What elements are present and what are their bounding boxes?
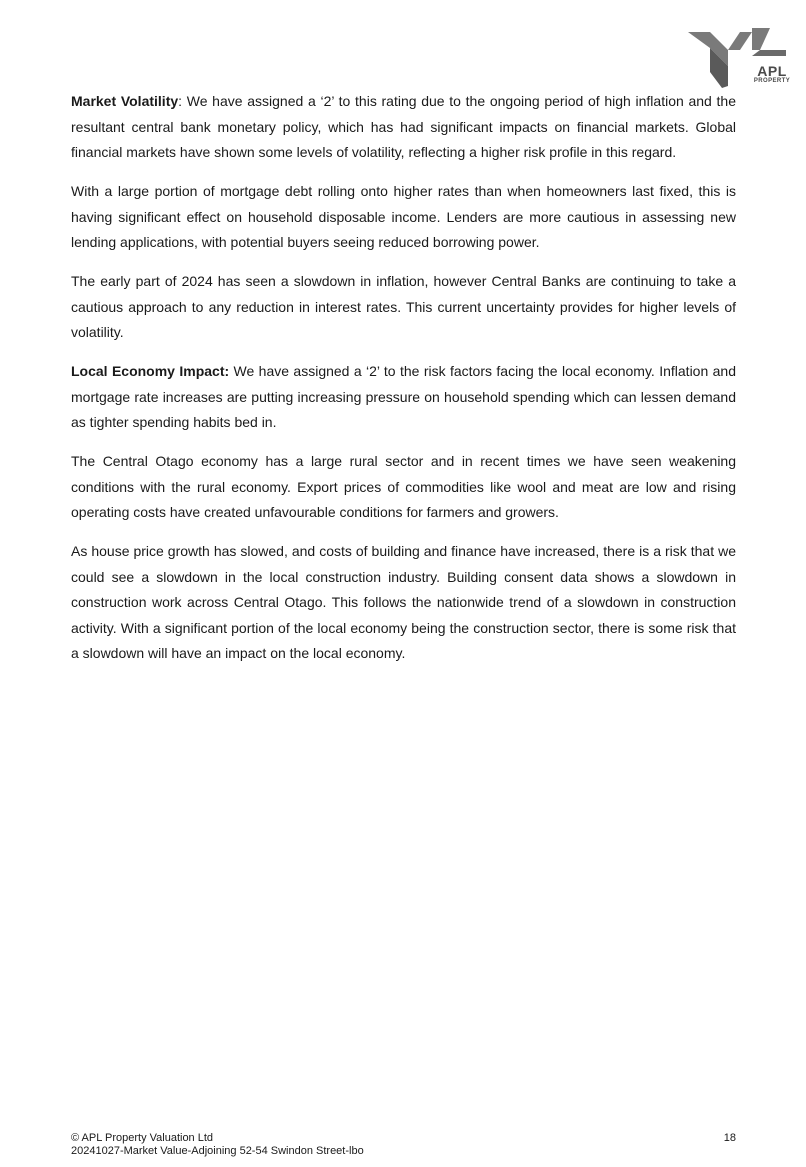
- paragraph-inflation-slowdown: [71, 269, 736, 346]
- paragraph-text: The Central Otago economy has a large rural sector and in recent times we have seen weakening conditions with the rural economy. Export prices of commodities like wool and meat are low and rising operating costs have created unfavourable conditions for farmers and growers.: [71, 453, 736, 520]
- document-body: [71, 89, 736, 680]
- paragraph-local-economy: [71, 359, 736, 436]
- paragraph-mortgage-debt: [71, 179, 736, 256]
- paragraph-market-volatility: [71, 89, 736, 166]
- paragraph-rural-sector: [71, 449, 736, 526]
- paragraph-text: : We have assigned a ‘2’ to this rating due to the ongoing period of high inflation and the resultant central bank monetary policy, which has had significant impacts on financial markets. Global financial markets have shown some levels of volatility, reflecting a higher risk profile in this regard.: [71, 93, 737, 160]
- paragraph-heading: Local Economy Impact:: [71, 363, 230, 379]
- paragraph-text: We have assigned a ‘2’ to the risk factors facing the local economy. Inflation and mortgage rate increases are putting increasing pressure on household spending which can lessen demand as tighter spending habits bed in.: [71, 363, 736, 430]
- logo-subtitle: PROPERTY: [753, 78, 791, 84]
- apl-logo-text: [752, 64, 792, 85]
- page-number: 18: [723, 1132, 736, 1144]
- footer-document-reference: 20241027-Market Value-Adjoining 52-54 Swindon Street-lbo: [71, 1145, 364, 1157]
- footer-copyright: © APL Property Valuation Ltd: [71, 1132, 214, 1144]
- paragraph-text: With a large portion of mortgage debt rolling onto higher rates than when homeowners last fixed, this is having significant effect on household disposable income. Lenders are more cautious in assessing new lending applications, with potential buyers seeing reduced borrowing power.: [71, 183, 736, 250]
- paragraph-heading: Market Volatility: [71, 93, 179, 109]
- logo-name: APL: [757, 63, 787, 79]
- page-footer: [71, 1132, 736, 1158]
- paragraph-text: The early part of 2024 has seen a slowdown in inflation, however Central Banks are continuing to take a cautious approach to any reduction in interest rates. This current uncertainty provides for higher levels of volatility.: [71, 273, 736, 340]
- paragraph-text: As house price growth has slowed, and costs of building and finance have increased, there is a risk that we could see a slowdown in the local construction industry. Building consent data shows a slowdown in construction work across Central Otago. This follows the nationwide trend of a slowdown in construction activity. With a significant portion of the local economy being the construction sector, there is some risk that a slowdown will have an impact on the local economy.: [71, 543, 736, 661]
- paragraph-construction: [71, 539, 736, 667]
